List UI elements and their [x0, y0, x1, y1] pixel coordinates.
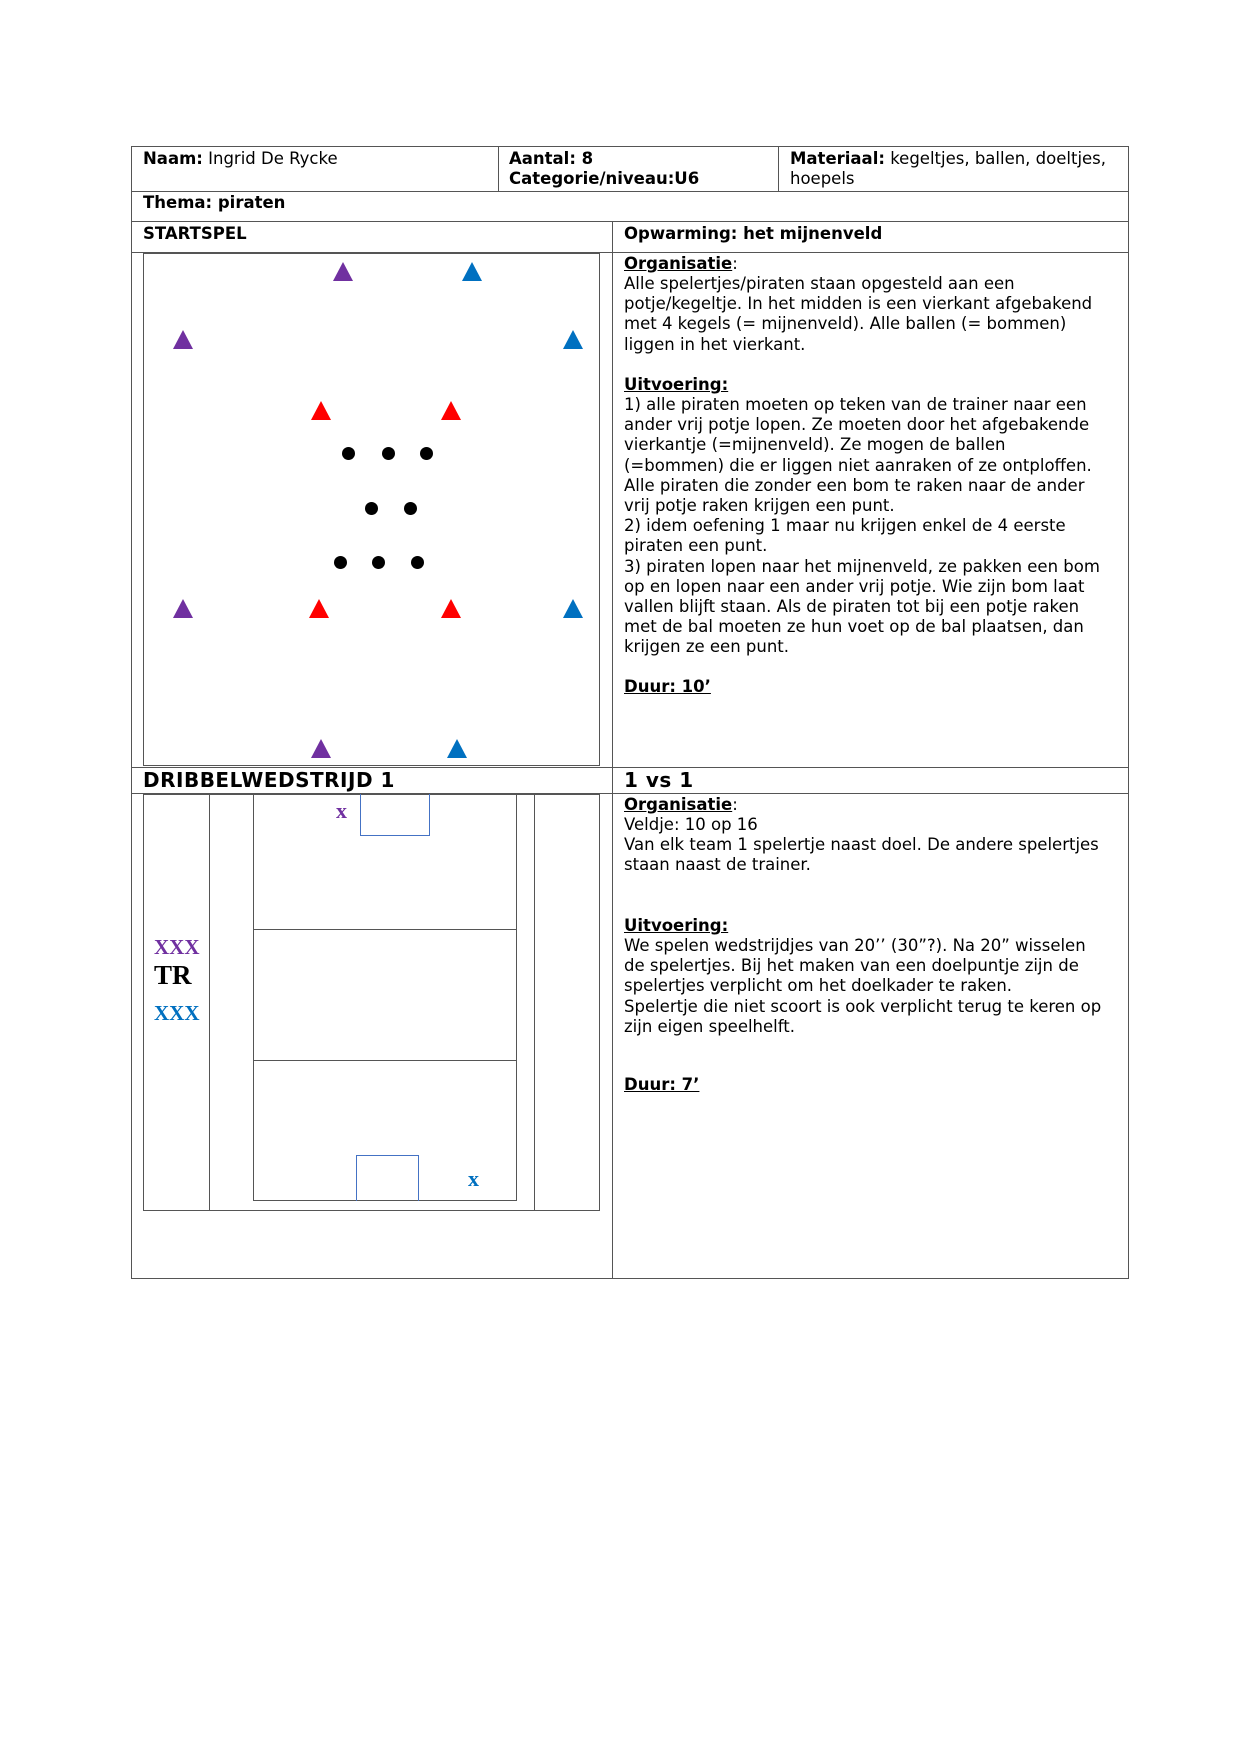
- col-divider: [778, 146, 779, 191]
- goal-top: [360, 794, 430, 836]
- cone-blue-icon: [462, 262, 482, 281]
- section1-duur: Duur: 10’: [624, 677, 711, 696]
- section2-organisatie-text: Veldje: 10 op 16 Van elk team 1 spelertje naast doel. De andere spelertjes staan naast de trainer.: [624, 815, 1099, 875]
- ball-icon: [365, 502, 378, 515]
- section1-organisatie-text: Alle spelertjes/piraten staan opgesteld aan een potje/kegeltje. In het midden is een vierkant afgebakend met 4 kegels (= mijnenveld). Alle ballen (= bommen) liggen in het vierkant.: [624, 274, 1093, 354]
- section2-right-title: 1 vs 1: [624, 768, 694, 792]
- cone-blue-icon: [563, 330, 583, 349]
- field-zone-line: [253, 929, 517, 930]
- trainer-label: TR: [154, 960, 192, 990]
- categorie-field: Categorie/niveau:U6: [509, 169, 700, 188]
- cone-red-icon: [311, 401, 331, 420]
- player-top-purple: x: [336, 798, 347, 823]
- player-bottom-blue: x: [468, 1166, 479, 1191]
- cone-purple-icon: [173, 599, 193, 618]
- ball-icon: [411, 556, 424, 569]
- cone-purple-icon: [173, 330, 193, 349]
- section1-right-title: Opwarming: het mijnenveld: [624, 224, 883, 243]
- row-divider: [131, 221, 1129, 222]
- cone-purple-icon: [311, 739, 331, 758]
- ball-icon: [342, 447, 355, 460]
- goal-bottom: [356, 1155, 419, 1201]
- section2-uitvoering-text: We spelen wedstrijdjes van 20’’ (30”?). Na 20” wisselen de spelertjes. Bij het maken van een doelpuntje zijn de spelertjes verplicht om het doelkader te raken. Spelertje die niet scoort is ook verplicht terug te keren op zijn eigen speelhelft.: [624, 936, 1102, 1036]
- ball-icon: [404, 502, 417, 515]
- cone-red-icon: [441, 401, 461, 420]
- cone-blue-icon: [563, 599, 583, 618]
- diagram-lane-line: [209, 794, 210, 1211]
- team-purple-waiting: XXX: [154, 935, 200, 959]
- naam-label: Naam:: [143, 149, 203, 168]
- cone-red-icon: [441, 599, 461, 618]
- col-divider: [498, 146, 499, 191]
- section1-left-title: STARTSPEL: [143, 224, 247, 243]
- section1-organisatie-heading: Organisatie:: [624, 254, 738, 273]
- section1-uitvoering-heading: Uitvoering:: [624, 375, 729, 394]
- playing-field: [253, 794, 517, 1201]
- ball-icon: [420, 447, 433, 460]
- section1-uitvoering-text: 1) alle piraten moeten op teken van de trainer naar een ander vrij potje lopen. Ze moeten door het afgebakende vierkantje (=mijnenveld). Ze mogen de ballen (=bommen) die er liggen niet aanraken of ze ontploffen. Alle piraten die zonder een bom te raken naar de ander vrij potje raken krijgen een punt. 2) idem oefening 1 maar nu krijgen enkel de 4 eerste piraten een punt. 3) piraten lopen naar het mijnenveld, ze pakken een bom op en lopen naar een ander vrij potje. Wie zijn bom laat vallen blijft staan. Als de piraten tot bij een potje raken met de bal moeten ze hun voet op de bal plaatsen, dan krijgen ze een punt.: [624, 395, 1100, 657]
- materiaal-field: [790, 149, 1106, 169]
- naam-field: [143, 149, 338, 169]
- materiaal-value: kegeltjes, ballen, doeltjes,: [884, 149, 1107, 168]
- cone-purple-icon: [333, 262, 353, 281]
- row-divider: [131, 191, 1129, 192]
- cone-red-icon: [309, 599, 329, 618]
- ball-icon: [334, 556, 347, 569]
- thema-field: Thema: piraten: [143, 193, 286, 212]
- ball-icon: [372, 556, 385, 569]
- materiaal-value-line2: hoepels: [790, 169, 855, 188]
- section2-left-title: DRIBBELWEDSTRIJD 1: [143, 768, 395, 792]
- section2-duur: Duur: 7’: [624, 1075, 700, 1094]
- naam-value: Ingrid De Rycke: [202, 149, 338, 168]
- cone-blue-icon: [447, 739, 467, 758]
- team-blue-waiting: XXX: [154, 1001, 200, 1025]
- col-divider: [612, 221, 613, 1279]
- section2-uitvoering-heading: Uitvoering:: [624, 916, 729, 935]
- diagram-lane-line: [534, 794, 535, 1211]
- field-zone-line: [253, 1060, 517, 1061]
- materiaal-label: Materiaal:: [790, 149, 885, 168]
- aantal-field: Aantal: 8: [509, 149, 594, 168]
- ball-icon: [382, 447, 395, 460]
- section2-organisatie-heading: Organisatie:: [624, 795, 738, 814]
